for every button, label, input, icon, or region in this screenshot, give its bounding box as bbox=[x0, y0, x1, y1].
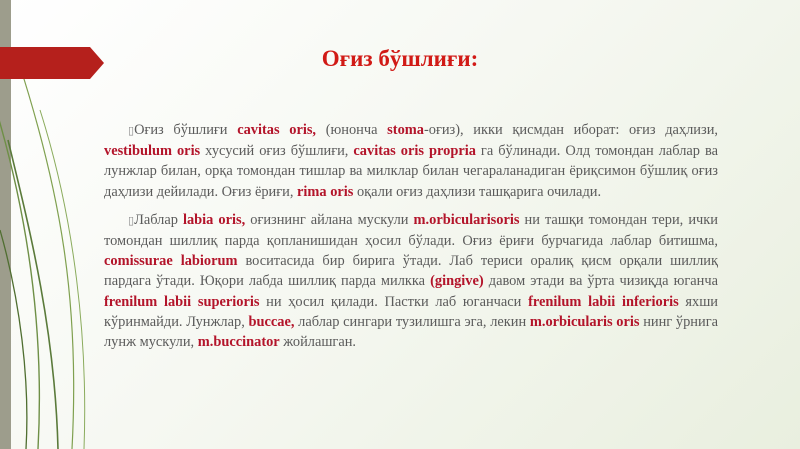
latin-term: m.buccinator bbox=[197, 334, 280, 351]
slide-title: Оғиз бўшлиғи: bbox=[321, 46, 479, 71]
text-run: воситасида бир бирига ўтади. Лаб териси оралиқ қисм орқали шиллиқ пардага ўтади. Юқори лабда шиллиқ парда милкка bbox=[104, 253, 718, 290]
text-run: оғизнинг айлана мускули bbox=[245, 211, 414, 228]
latin-term: m.orbicularis oris bbox=[529, 313, 640, 330]
latin-term: vestibulum oris bbox=[104, 143, 201, 160]
text-run: ни ҳосил қилади. Пастки лаб юганчаси bbox=[259, 293, 529, 310]
bullet-icon: ▯ bbox=[128, 125, 135, 137]
text-run: лаблар сингари тузилишга эга, лекин bbox=[294, 313, 530, 330]
latin-term: cavitas oris, bbox=[237, 122, 317, 138]
text-run: нинг ўрнига лунж мускули, bbox=[104, 313, 718, 351]
text-run: га бўлинади. Олд томондан лаблар ва лунжлар билан, орқа томондан тишлар ва милклар билан чегараланадиган ёриқсимон бўшлиқ оғиз даҳлизи дейилади. Оғиз ёриғи, bbox=[104, 143, 718, 200]
bullet-icon: ▯ bbox=[128, 214, 135, 227]
latin-term: rima oris bbox=[297, 183, 354, 200]
slide-body bbox=[104, 120, 718, 360]
latin-term: comissurae labiorum bbox=[104, 253, 238, 270]
latin-term: m.orbicularisoris bbox=[413, 211, 520, 228]
latin-term: frenilum labii inferioris bbox=[528, 293, 679, 310]
latin-term: frenilum labii superioris bbox=[104, 293, 260, 310]
text-run: жойлашган. bbox=[279, 334, 357, 351]
text-run: ни ташқи томондан тери, ички томондан шиллиқ парда қопланишидан ҳосил бўлади. Оғиз ёриғи бурчагида лаблар битишма, bbox=[104, 211, 718, 250]
latin-term: stoma bbox=[387, 122, 424, 138]
text-run: (юнонча bbox=[316, 122, 388, 138]
text-run: -оғиз), икки қисмдан иборат: оғиз даҳлизи, bbox=[423, 122, 718, 138]
body-paragraph bbox=[104, 210, 718, 352]
text-run: Лаблар bbox=[134, 211, 183, 228]
text-run: яхши кўринмайди. Лунжлар, bbox=[104, 293, 718, 330]
latin-term: cavitas oris propria bbox=[353, 143, 476, 160]
text-run: оқали оғиз даҳлизи ташқарига очилади. bbox=[353, 183, 602, 200]
text-run: хусусий оғиз бўшлиғи, bbox=[200, 143, 354, 160]
text-run: давом этади ва ўрта чизиқда юганча bbox=[483, 273, 718, 290]
latin-term: buccae, bbox=[248, 313, 295, 330]
text-run: Оғиз бўшлиғи bbox=[134, 122, 238, 138]
latin-term: (gingive) bbox=[430, 273, 484, 290]
body-paragraph bbox=[104, 120, 718, 202]
latin-term: labia oris, bbox=[182, 211, 246, 228]
